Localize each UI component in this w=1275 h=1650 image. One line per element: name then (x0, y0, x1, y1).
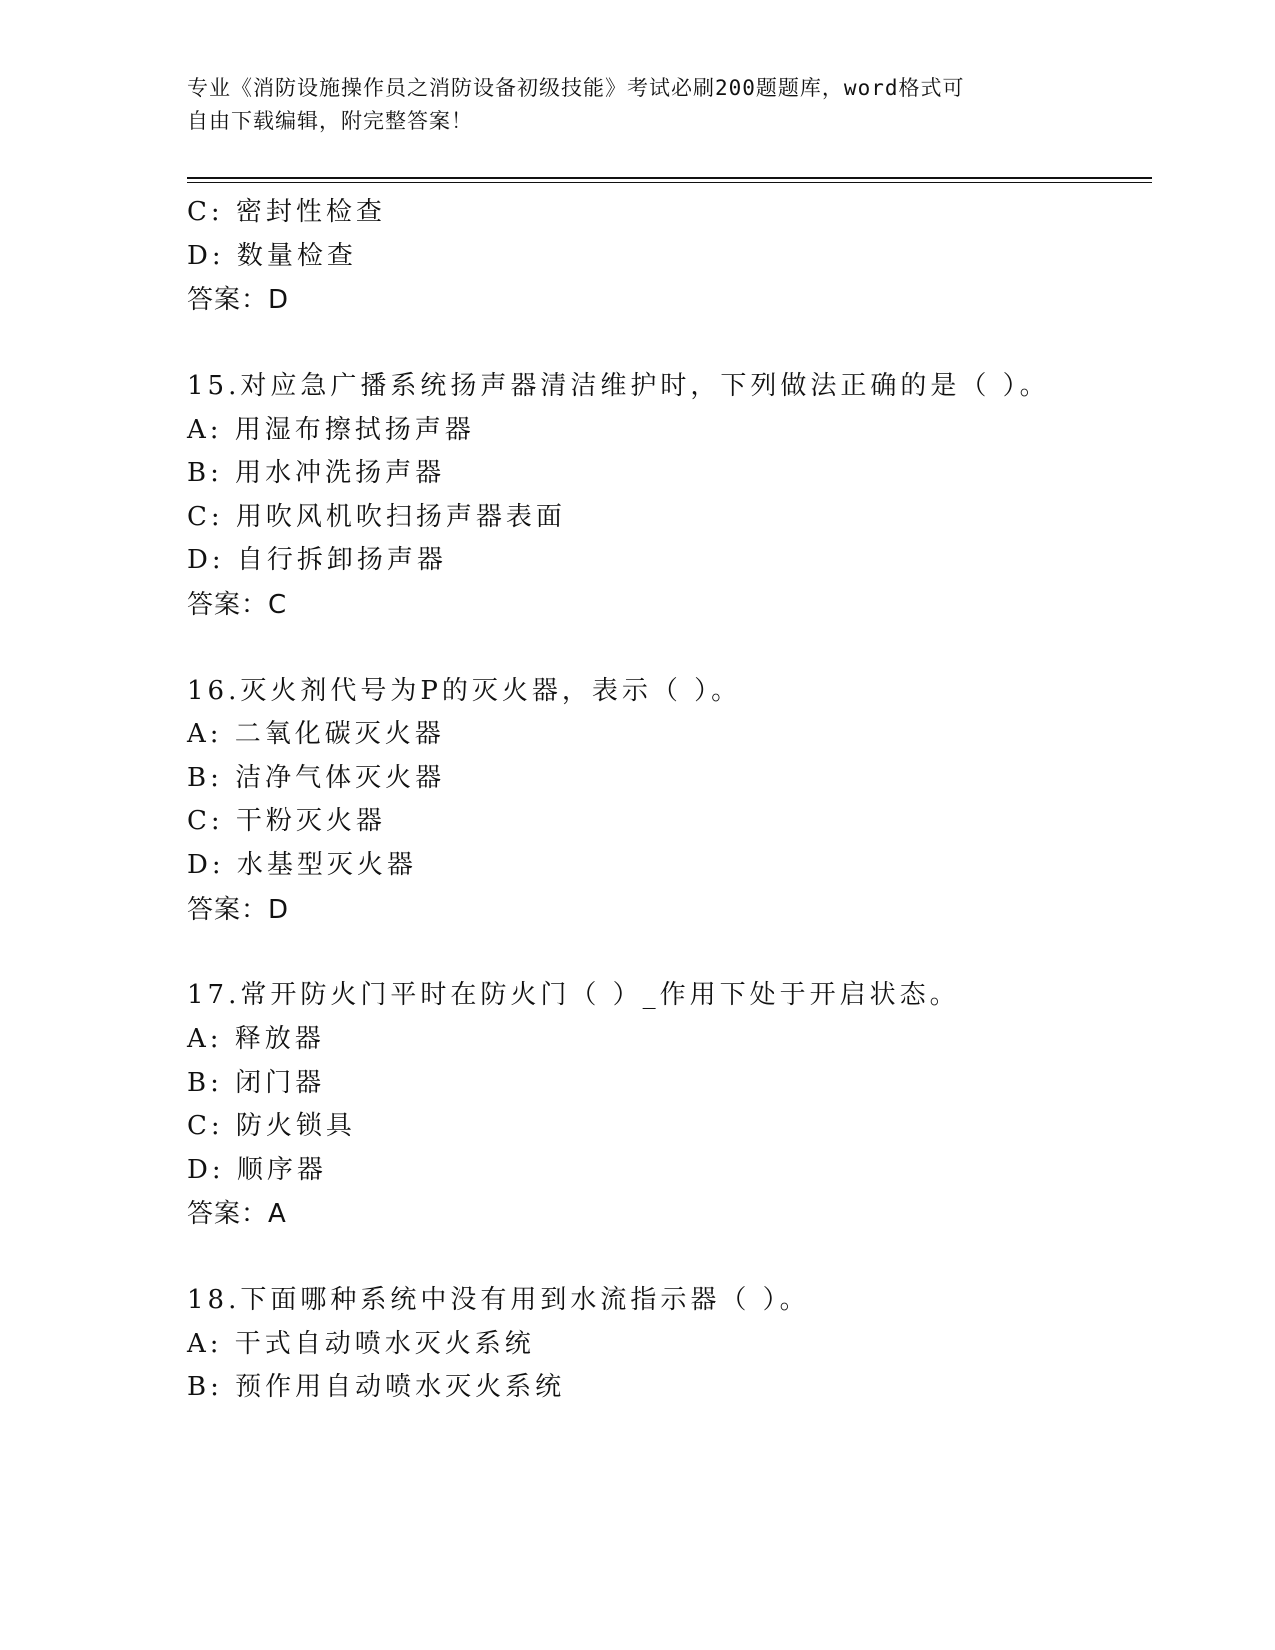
option-a-q17: A: 释放器 (187, 1024, 325, 1054)
option-d-q15: D: 自行拆卸扬声器 (187, 545, 447, 575)
option-c-q17: C: 防火锁具 (187, 1111, 356, 1141)
answer-q14: 答案：D (187, 285, 290, 315)
question-16: 16.灭火剂代号为P的灭火器，表示（ ）。 (187, 676, 742, 706)
header-line-1: 专业《消防设施操作员之消防设备初级技能》考试必刷200题题库，word格式可 (187, 76, 965, 100)
option-d-q14: D: 数量检查 (187, 241, 357, 271)
answer-q17: 答案：A (187, 1199, 287, 1229)
option-a-q18: A: 干式自动喷水灭火系统 (187, 1329, 535, 1359)
option-d-q16: D: 水基型灭火器 (187, 850, 417, 880)
answer-q16: 答案：D (187, 895, 290, 925)
option-b-q15: B: 用水冲洗扬声器 (187, 458, 446, 488)
option-c-q14: C: 密封性检查 (187, 197, 386, 227)
document-header (187, 72, 1087, 138)
header-divider-thin (187, 182, 1152, 183)
question-18: 18.下面哪种系统中没有用到水流指示器（ ）。 (187, 1285, 810, 1315)
option-b-q18: B: 预作用自动喷水灭火系统 (187, 1372, 566, 1402)
option-b-q16: B: 洁净气体灭火器 (187, 763, 446, 793)
option-c-q15: C: 用吹风机吹扫扬声器表面 (187, 502, 566, 532)
option-c-q16: C: 干粉灭火器 (187, 806, 386, 836)
question-15: 15.对应急广播系统扬声器清洁维护时，下列做法正确的是（ ）。 (187, 371, 1050, 401)
option-a-q15: A: 用湿布擦拭扬声器 (187, 415, 475, 445)
header-line-2: 自由下载编辑，附完整答案！ (187, 109, 473, 133)
option-a-q16: A: 二氧化碳灭火器 (187, 719, 445, 749)
answer-q15: 答案：C (187, 590, 288, 620)
header-divider-thick (187, 177, 1152, 179)
option-d-q17: D: 顺序器 (187, 1155, 327, 1185)
question-17: 17.常开防火门平时在防火门（ ）_作用下处于开启状态。 (187, 980, 960, 1010)
option-b-q17: B: 闭门器 (187, 1068, 326, 1098)
